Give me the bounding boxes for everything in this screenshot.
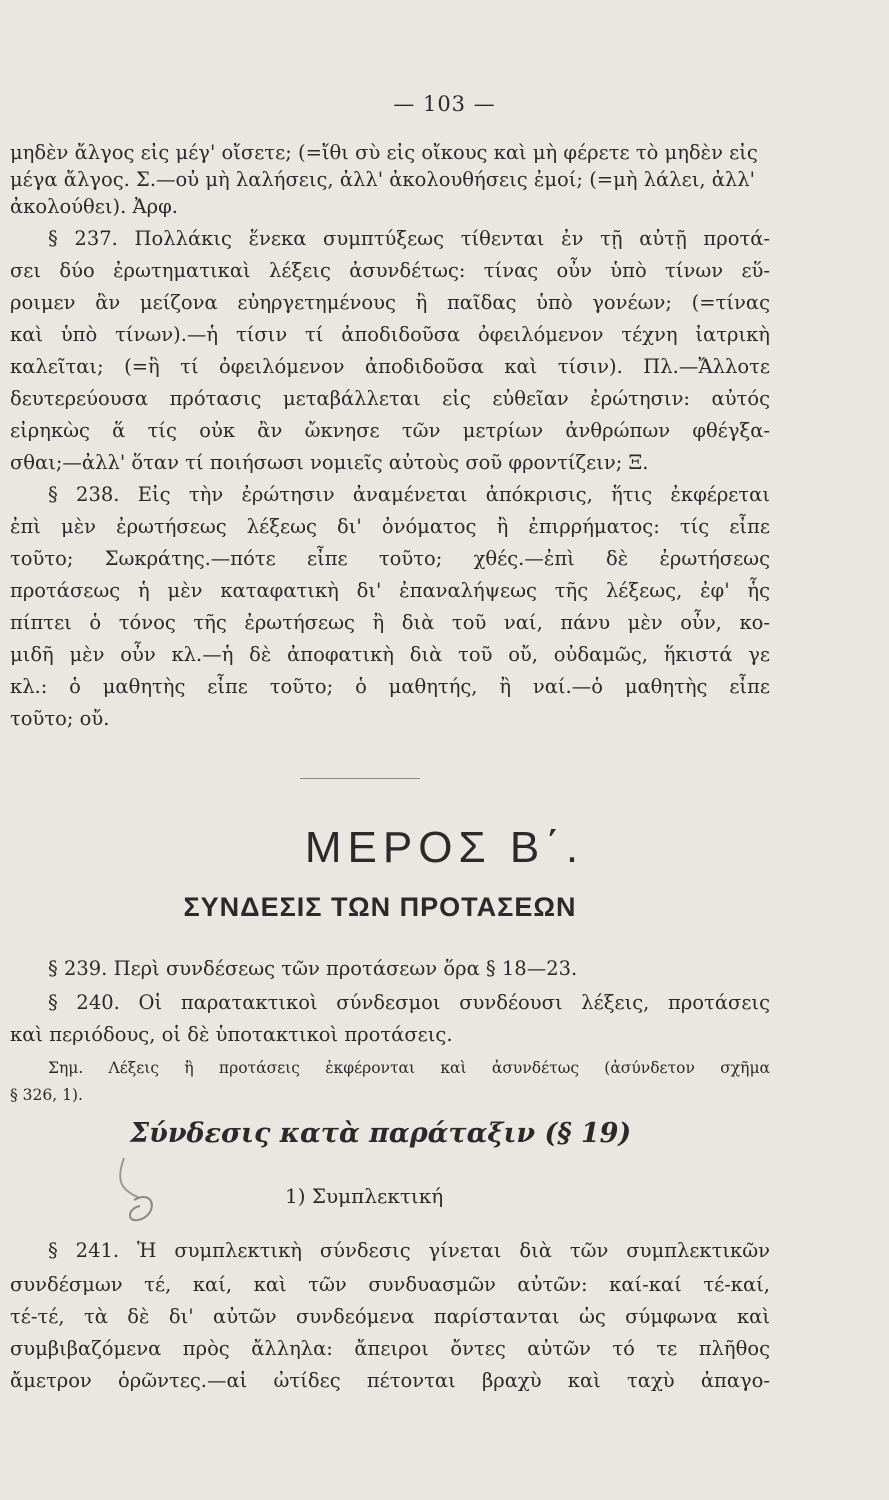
divider <box>300 778 420 779</box>
note-line: Σημ. Λέξεις ἢ προτάσεις ἐκφέρονται καὶ ἀσυνδέτως (ἀσύνδετον σχῆμα <box>48 1059 770 1077</box>
text-line: καὶ περιόδους, οἱ δὲ ὑποτακτικοὶ προτάσεις. <box>10 1023 453 1046</box>
text-line: σει δύο ἐρωτηματικαὶ λέξεις ἀσυνδέτως: τίνας οὖν ὑπὸ τίνων εὕ- <box>10 259 770 282</box>
text-line: ἐπὶ μὲν ἐρωτήσεως λέξεως δι' ὀνόματος ἢ ἐπιρρήματος: τίς εἶπε <box>10 515 770 538</box>
text-line: τέ-τέ, τὰ δὲ δι' αὐτῶν συνδεόμενα παρίστανται ὡς σύμφωνα καὶ <box>10 1305 770 1328</box>
text-line: εἰρηκὼς ἅ τίς οὐκ ἂν ὤκνησε τῶν μετρίων ἀνθρώπων φθέγξα- <box>10 419 770 442</box>
text-line: τοῦτο; Σωκράτης.—πότε εἶπε τοῦτο; χθές.—ἐπὶ δὲ ἐρωτήσεως <box>10 547 770 570</box>
text-line: συνδέσμων τέ, καί, καὶ τῶν συνδυασμῶν αὐτῶν: καί-καί τέ-καί, <box>10 1273 770 1296</box>
text-line: ἀκολούθει). Ἀρφ. <box>10 195 178 218</box>
text-line: καλεῖται; (=ἣ τί ὀφειλόμενον ἀποδιδοῦσα καὶ τίσιν). Πλ.—Ἄλλοτε <box>10 355 770 378</box>
paragraph-239: § 239. Περὶ συνδέσεως τῶν προτάσεων ὅρα § 18—23. <box>48 957 578 980</box>
text-line: καὶ ὑπὸ τίνων).—ἡ τίσιν τί ἀποδιδοῦσα ὀφειλόμενον τέχνη ἰατρικὴ <box>10 323 770 346</box>
text-line: πίπτει ὁ τόνος τῆς ἐρωτήσεως ἢ διὰ τοῦ ναί, πάνυ μὲν οὖν, κο- <box>10 611 770 634</box>
part-title: ΜΕΡΟΣ Β΄. <box>304 823 585 872</box>
text-line: συμβιβαζόμενα πρὸς ἄλληλα: ἄπειροι ὄντες αὐτῶν τό τε πλῆθος <box>10 1337 770 1360</box>
pencil-mark <box>110 1150 180 1230</box>
text-line: μηδὲν ἄλγος εἰς μέγ' οἴσετε; (=ἴθι σὺ εἰς οἴκους καὶ μὴ φέρετε τὸ μηδὲν εἰς <box>10 141 758 164</box>
text-line: σθαι;—ἀλλ' ὅταν τί ποιήσωσι νομιεῖς αὐτοὺς σοῦ φροντίζειν; Ξ. <box>10 451 649 474</box>
note-line: § 326, 1). <box>10 1086 83 1104</box>
text-line: ροιμεν ἂν μείζονα εὐηργετημένους ἢ παῖδας ὑπὸ γονέων; (=τίνας <box>10 291 770 314</box>
text-line: μέγα ἄλγος. Σ.—οὐ μὴ λαλήσεις, ἀλλ' ἀκολουθήσεις ἐμοί; (=μὴ λάλει, ἀλλ' <box>10 168 755 191</box>
paragraph-240-start: § 240. Οἱ παρατακτικοὶ σύνδεσμοι συνδέουσι λέξεις, προτάσεις <box>48 991 770 1014</box>
paragraph-237-start: § 237. Πολλάκις ἕνεκα συμπτύξεως τίθενται ἐν τῇ αὐτῇ προτά- <box>48 227 770 250</box>
subsection-heading: 1) Συμπλεκτική <box>285 1184 444 1208</box>
part-subtitle: ΣΥΝΔΕΣΙΣ ΤΩΝ ΠΡΟΤΑΣΕΩΝ <box>183 892 577 922</box>
text-line: δευτερεύουσα πρότασις μεταβάλλεται εἰς εὐθεῖαν ἐρώτησιν: αὐτός <box>10 387 770 410</box>
text-line: ἄμετρον ὁρῶντες.—αἱ ὠτίδες πέτονται βραχὺ καὶ ταχὺ ἀπαγο- <box>10 1369 770 1392</box>
text-line: κλ.: ὁ μαθητὴς εἶπε τοῦτο; ὁ μαθητής, ἢ ναί.—ὁ μαθητὴς εἶπε <box>10 675 770 698</box>
text-line: προτάσεως ἡ μὲν καταφατικὴ δι' ἐπαναλήψεως τῆς λέξεως, ἐφ' ἧς <box>10 579 770 602</box>
section-heading: Σύνδεσις κατὰ παράταξιν (§ 19) <box>130 1118 632 1149</box>
page-number: — 103 — <box>393 92 496 116</box>
paragraph-241-start: § 241. Ἡ συμπλεκτικὴ σύνδεσις γίνεται διὰ τῶν συμπλεκτικῶν <box>48 1239 770 1262</box>
text-line: μιδῆ μὲν οὖν κλ.—ἡ δὲ ἀποφατικὴ διὰ τοῦ οὔ, οὐδαμῶς, ἥκιστά γε <box>10 643 770 666</box>
text-line: τοῦτο; οὔ. <box>10 707 110 730</box>
paragraph-238-start: § 238. Εἰς τὴν ἐρώτησιν ἀναμένεται ἀπόκρισις, ἥτις ἐκφέρεται <box>48 483 770 506</box>
